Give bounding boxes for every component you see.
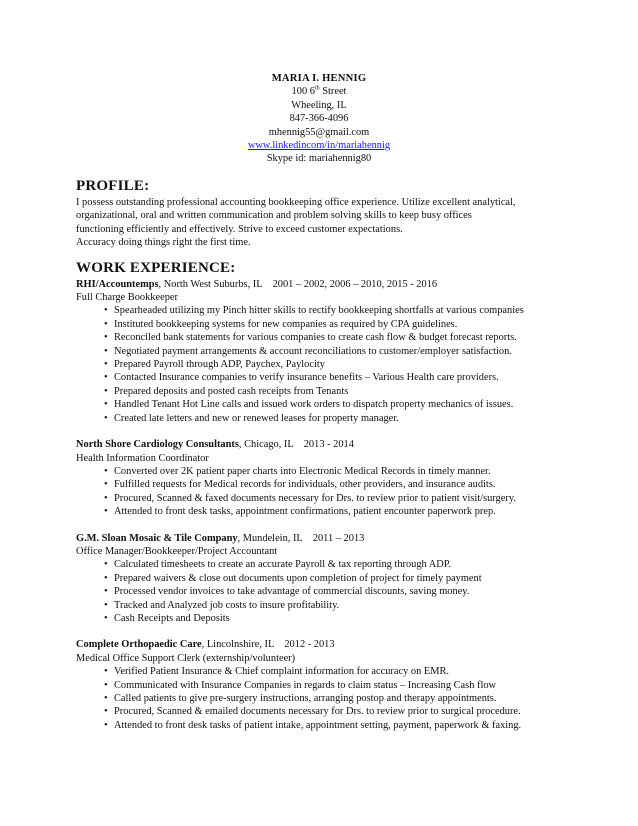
list-item: • Cash Receipts and Deposits [104, 612, 566, 625]
list-item: • Prepared deposits and posted cash receipts from Tenants [104, 385, 566, 398]
job-bullets [76, 465, 566, 519]
list-item: • Tracked and Analyzed job costs to insure profitability. [104, 599, 566, 612]
profile-section [76, 176, 566, 250]
list-item: • Reconciled bank statements for various companies to create cash flow & budget forecast reports. [104, 331, 566, 344]
list-item: • Attended to front desk tasks, appointment confirmations, patient encounter paperwork prep. [104, 505, 566, 518]
resume-body [76, 176, 566, 732]
company-name: Complete Orthopaedic Care [76, 639, 202, 651]
address-number: 100 6 [291, 86, 315, 98]
candidate-name: MARIA I. HENNIG [271, 73, 367, 84]
job-title: Health Information Coordinator [76, 452, 209, 464]
job-title: Full Charge Bookkeeper [76, 292, 178, 304]
address-suffix: th [314, 85, 320, 92]
list-item: • Procured, Scanned & faxed documents necessary for Drs. to review prior to patient visit/surgery. [104, 492, 566, 505]
company-name: G.M. Sloan Mosaic & Tile Company [76, 532, 238, 544]
address-line [0, 85, 638, 98]
job-entry-complete-orthopaedic [76, 638, 566, 732]
list-item: • Prepared waivers & close out documents upon completion of project for timely payment [104, 572, 566, 585]
list-item: • Converted over 2K patient paper charts into Electronic Medical Records in timely manner. [104, 465, 566, 478]
job-entry-gm-sloan [76, 532, 566, 626]
linkedin-line [0, 139, 638, 152]
list-item: • Communicated with Insurance Companies in regards to claim status – Increasing Cash flow [104, 679, 566, 692]
job-header [76, 438, 566, 451]
list-item: • Procured, Scanned & emailed documents necessary for Drs. to review prior to surgical procedure. [104, 705, 566, 718]
job-header [76, 638, 566, 651]
list-item: • Handled Tenant Hot Line calls and issued work orders to dispatch property mechanics of issues. [104, 398, 566, 411]
job-location: , Mundelein, IL [237, 532, 303, 544]
job-dates: 2011 – 2013 [312, 532, 365, 544]
job-location: , Lincolnshire, IL [201, 639, 275, 651]
list-item: • Attended to front desk tasks of patient intake, appointment setting, payment, paperwork & faxing. [104, 719, 566, 732]
work-heading: WORK EXPERIENCE: [76, 259, 236, 276]
job-title: Office Manager/Bookkeeper/Project Accountant [76, 545, 278, 557]
list-item: • Instituted bookkeeping systems for new companies as required by CPA guidelines. [104, 318, 566, 331]
profile-heading: PROFILE: [76, 178, 150, 194]
profile-line: functioning efficiently and effectively. Strive to exceed customer expectations. [76, 223, 403, 235]
list-item: • Created late letters and new or renewed leases for property manager. [104, 412, 566, 425]
company-name: North Shore Cardiology Consultants [76, 439, 239, 451]
address-street: Street [319, 86, 347, 98]
list-item: • Fulfilled requests for Medical records for individuals, other providers, and insurance audits. [104, 478, 566, 491]
job-bullets [76, 558, 566, 625]
list-item: • Prepared Payroll through ADP, Paychex, Paylocity [104, 358, 566, 371]
list-item: • Calculated timesheets to create an accurate Payroll & tax reporting through ADP. [104, 558, 566, 571]
job-dates: 2001 – 2002, 2006 – 2010, 2015 - 2016 [272, 278, 438, 290]
list-item: • Spearheaded utilizing my Pinch hitter skills to rectify bookkeeping shortfalls at various companies [104, 304, 566, 317]
job-dates: 2013 - 2014 [303, 439, 354, 451]
job-dates: 2012 - 2013 [284, 639, 335, 651]
phone-line: 847-366-4096 [289, 113, 349, 125]
work-experience-section [76, 258, 566, 733]
job-bullets [76, 665, 566, 732]
job-bullets [76, 304, 566, 425]
job-title: Medical Office Support Clerk (externship/volunteer) [76, 652, 296, 664]
list-item: • Contacted Insurance companies to verify insurance benefits – Various Health care providers. [104, 371, 566, 384]
company-name: RHI/Accountemps [76, 278, 159, 290]
city-line: Wheeling, IL [291, 99, 347, 111]
job-header [76, 532, 566, 545]
job-location: , North West Suburbs, IL [158, 278, 263, 290]
list-item: • Called patients to give pre-surgery instructions, arranging postop and therapy appointments. [104, 692, 566, 705]
list-item: • Negotiated payment arrangements & account reconciliations to customer/employer satisfaction. [104, 345, 566, 358]
profile-line: organizational, oral and written communication and problem solving skills to keep busy offices [76, 210, 472, 222]
linkedin-link[interactable]: www.linkedincom/in/mariahennig [247, 140, 391, 152]
job-location: , Chicago, IL [238, 439, 294, 451]
email-line: mhennig55@gmail.com [268, 126, 370, 138]
list-item: • Verified Patient Insurance & Chief complaint information for accuracy on EMR. [104, 665, 566, 678]
contact-header [0, 72, 638, 166]
profile-line: I possess outstanding professional accounting bookkeeping office experience. Utilize excellent analytical, [76, 197, 516, 208]
skype-line: Skype id: mariahennig80 [266, 153, 372, 165]
job-header [76, 278, 566, 291]
profile-line: Accuracy doing things right the first time. [76, 237, 251, 249]
list-item: • Processed vendor invoices to take advantage of commercial discounts, saving money. [104, 585, 566, 598]
job-entry-rhi [76, 278, 566, 425]
job-entry-north-shore [76, 438, 566, 518]
